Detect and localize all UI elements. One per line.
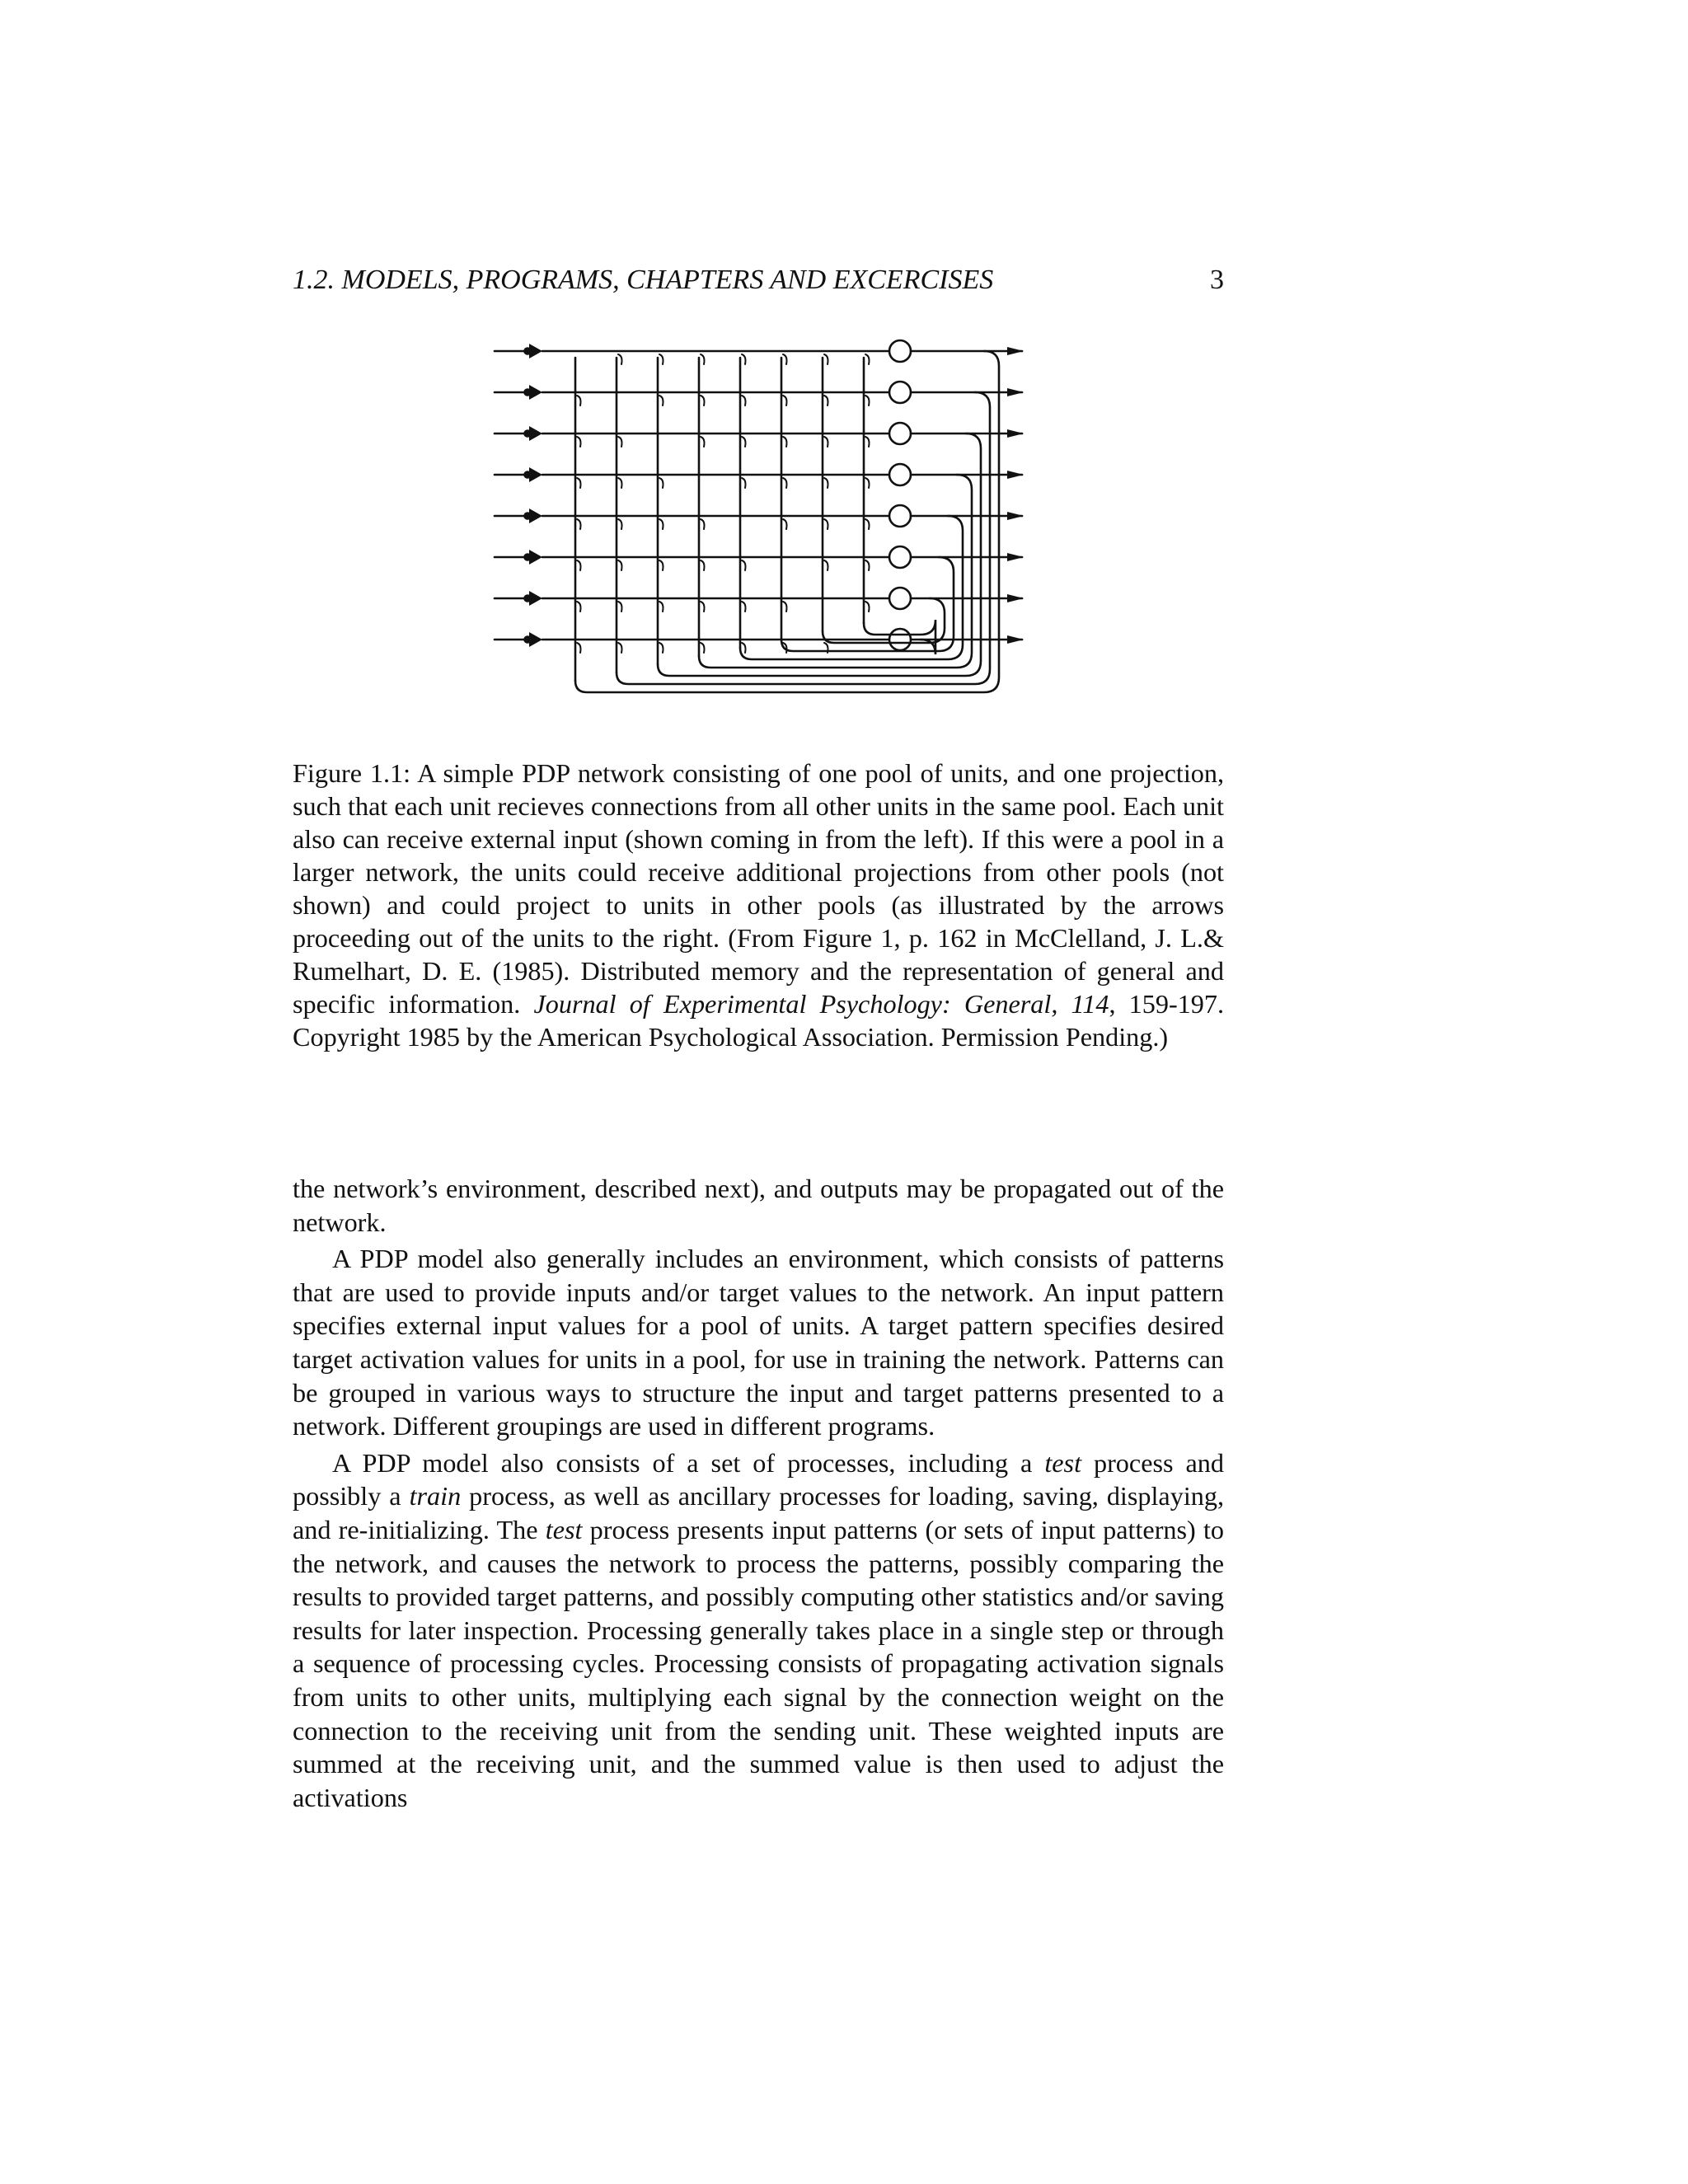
unit-node (889, 588, 911, 609)
synapse-mark (865, 519, 870, 529)
synapse-mark (701, 560, 705, 570)
synapse-mark (659, 560, 663, 570)
page-number: 3 (1210, 265, 1224, 295)
synapse-mark (824, 354, 828, 364)
synapse-mark (783, 396, 787, 405)
synapse-mark (618, 437, 622, 447)
synapse-mark (783, 437, 787, 447)
output-arrowhead (1007, 512, 1024, 520)
output-arrowhead (1007, 388, 1024, 396)
running-title: 1.2. MODELS, PROGRAMS, CHAPTERS AND EXCERCISES (293, 265, 994, 295)
running-head (293, 262, 1224, 298)
caption-text-end: , 159-197. Copyright 1985 by the American Psychological Association. Permission Pending.) (293, 989, 1225, 1052)
input-arrowhead (529, 385, 542, 400)
paragraph-3 (293, 1446, 1224, 1815)
synapse-mark (742, 560, 746, 570)
synapse-mark (577, 643, 581, 653)
para3-text: process, as well as ancillary processes for loading, saving, displaying, and re-initializing. The (293, 1481, 1224, 1544)
synapse-mark (618, 519, 622, 529)
feedback-loop (740, 516, 963, 659)
body-text (293, 1172, 1224, 1817)
input-arrowhead (529, 467, 542, 482)
unit-node (889, 423, 911, 444)
synapse-mark (783, 519, 787, 529)
synapse-mark (742, 396, 746, 405)
synapse-mark (577, 437, 581, 447)
input-arrowhead (529, 550, 542, 565)
para3-text: process presents input patterns (or sets of input patterns) to the network, and causes the network to process the patterns, possibly comparing the results to provided target patterns, and possibly computing other statistics and/or saving results for later inspection. Processing generally takes place in a single step or through a sequence of processing cycles. Processing consists of propagating activation signals from units to other units, multiplying each signal by the connection weight on the connection to the receiving unit from the sending unit. These weighted inputs are summed at the receiving unit, and the summed value is then used to adjust the activations (293, 1514, 1224, 1812)
synapse-mark (701, 354, 705, 364)
output-arrowhead (1007, 471, 1024, 479)
synapse-mark (865, 396, 870, 405)
para3-text: process and possibly a (293, 1447, 1224, 1511)
input-arrowhead (529, 426, 542, 441)
output-arrowhead (1007, 429, 1024, 438)
synapse-mark (742, 478, 746, 488)
synapse-mark (824, 437, 828, 447)
synapse-mark (577, 602, 581, 612)
caption-text: Figure 1.1: A simple PDP network consisting of one pool of units, and one projection, such that each unit recieves connections from all other units in the same pool. Each unit also can receive external input (shown coming in from the left). If this were a pool in a larger network, the units could receive additional projections from other pools (not shown) and could project to units in other pools (as illustrated by the arrows proceeding out of the units to the right. (From Figure 1, p. 162 in McClelland, J. L.& Rumelhart, D. E. (1985). Distributed memory and the representation of general and specific information. (293, 758, 1224, 1019)
synapse-mark (865, 354, 870, 364)
unit-node (889, 546, 911, 568)
synapse-mark (865, 560, 870, 570)
paragraph-1: the network’s environment, described next), and outputs may be propagated out of the network. (293, 1174, 1224, 1237)
synapse-mark (701, 396, 705, 405)
output-arrowhead (1007, 594, 1024, 602)
synapse-mark (659, 519, 663, 529)
figure-caption (293, 757, 1224, 1053)
synapse-mark (659, 478, 663, 488)
caption-journal: Journal of Experimental Psychology: General, 114 (533, 989, 1109, 1019)
synapse-mark (577, 478, 581, 488)
synapse-mark (865, 478, 870, 488)
synapse-mark (659, 602, 663, 612)
para3-term-test: test (545, 1514, 583, 1544)
unit-node (889, 340, 911, 362)
paragraph-2: A PDP model also generally includes an environment, which consists of patterns that are used to provide inputs and/or target values to the network. An input pattern specifies external input values for a pool of units. A target pattern specifies desired target activation values for units in a pool, for use in training the network. Patterns can be grouped in various ways to structure the input and target patterns presented to a network. Different groupings are used in different programs. (293, 1244, 1224, 1441)
synapse-mark (618, 560, 622, 570)
para3-term-train: train (409, 1481, 462, 1511)
synapse-mark (701, 437, 705, 447)
synapse-mark (659, 396, 663, 405)
unit-node (889, 629, 911, 650)
synapse-mark (659, 354, 663, 364)
synapse-mark (742, 354, 746, 364)
input-arrowhead (529, 344, 542, 359)
synapse-mark (701, 643, 705, 653)
synapse-mark (577, 519, 581, 529)
synapse-mark (742, 643, 746, 653)
synapse-mark (742, 602, 746, 612)
synapse-mark (824, 396, 828, 405)
feedback-loop (823, 598, 945, 643)
synapse-mark (783, 478, 787, 488)
synapse-mark (865, 602, 870, 612)
output-arrowhead (1007, 635, 1024, 644)
synapse-mark (618, 478, 622, 488)
synapse-mark (742, 437, 746, 447)
synapse-mark (824, 560, 828, 570)
unit-node (889, 464, 911, 485)
synapse-mark (577, 396, 581, 405)
para3-text: A PDP model also consists of a set of processes, including a (332, 1447, 1045, 1478)
pdp-network-figure (478, 330, 1055, 725)
synapse-mark (701, 602, 705, 612)
input-arrowhead (529, 591, 542, 606)
para3-term-test: test (1044, 1447, 1082, 1478)
synapse-mark (824, 519, 828, 529)
synapse-mark (701, 519, 705, 529)
synapse-mark (783, 354, 787, 364)
input-arrowhead (529, 632, 542, 647)
synapse-mark (783, 602, 787, 612)
unit-node (889, 505, 911, 527)
output-arrowhead (1007, 347, 1024, 355)
unit-node (889, 382, 911, 403)
synapse-mark (824, 478, 828, 488)
synapse-mark (618, 602, 622, 612)
synapse-mark (618, 354, 622, 364)
synapse-mark (618, 643, 622, 653)
pdp-network-diagram (478, 330, 1055, 725)
synapse-mark (865, 437, 870, 447)
synapse-mark (577, 560, 581, 570)
output-arrowhead (1007, 553, 1024, 561)
synapse-mark (659, 643, 663, 653)
input-arrowhead (529, 509, 542, 523)
